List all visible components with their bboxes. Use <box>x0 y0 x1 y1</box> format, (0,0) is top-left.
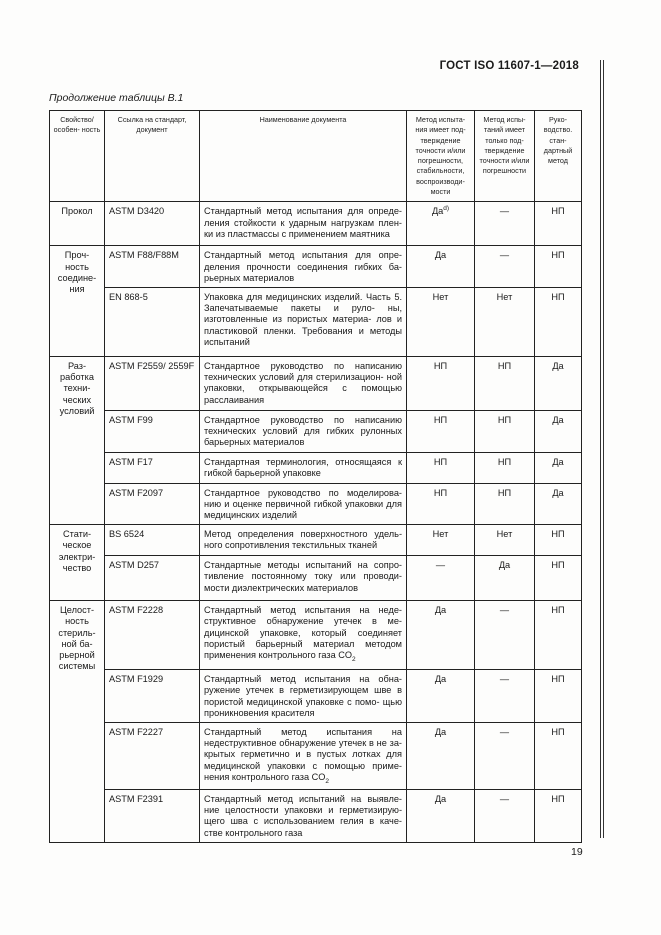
document-name-cell <box>200 410 407 452</box>
reference-cell <box>105 723 200 790</box>
guide-cell <box>535 556 582 601</box>
precision-only-cell-text: Нет <box>496 291 513 302</box>
precision-full-cell <box>407 246 475 288</box>
document-name-cell <box>200 452 407 483</box>
guide-cell-text: НП <box>551 674 565 685</box>
guide-cell <box>535 410 582 452</box>
precision-only-cell <box>475 670 535 723</box>
guide-cell <box>535 452 582 483</box>
precision-full-cell-text: Да <box>431 206 444 217</box>
standard-designation: ГОСТ ISO 11607-1—2018 <box>439 60 579 72</box>
document-name-cell-text: Стандартный метод испытаний на выявле- ние целостности упаковки и герметизирую- щего шва с использованием гелия в каче- стве контрольного газа <box>204 794 402 838</box>
document-name-cell-text: Стандартный метод испытания на недеструктивное обнаружение утечек в не за- крытых герметично и в пустых лотках для медицинской упаковки с помощью приме- нения контрольного газа CO <box>204 727 402 782</box>
reference-cell-text: ASTM F2228 <box>109 605 164 616</box>
precision-only-cell-text: — <box>499 794 510 805</box>
guide-cell <box>535 246 582 288</box>
table-row <box>50 790 582 843</box>
binding-line-1 <box>600 60 601 838</box>
table-row <box>50 452 582 483</box>
document-name-cell-text: Стандартный метод испытания на обна- ружение утечек в герметизирующем шве в пористой медицинской упаковке с помо- щью проникновения красителя <box>204 674 402 718</box>
table-header-row <box>50 111 582 202</box>
reference-cell <box>105 601 200 670</box>
guide-cell-text: НП <box>551 291 565 302</box>
document-name-cell <box>200 246 407 288</box>
reference-cell-text: ASTM F2391 <box>109 794 164 805</box>
table-row <box>50 287 582 356</box>
reference-cell-text: ASTM F2559/ 2559F <box>109 360 195 371</box>
precision-full-cell-text: НП <box>433 456 448 467</box>
table-row <box>50 525 582 556</box>
reference-cell <box>105 356 200 410</box>
precision-only-cell-text: Да <box>498 560 511 571</box>
table-row <box>50 410 582 452</box>
property-cell: Стати- ческое электри- чество <box>50 525 105 601</box>
subscript: 2 <box>352 655 356 663</box>
precision-full-cell <box>407 452 475 483</box>
header-precision-full: Метод испыта- ния имеет под- тверждение точности и/или погрешности, стабильности, воспроизводи- мости <box>407 111 475 202</box>
table-row <box>50 556 582 601</box>
guide-cell <box>535 356 582 410</box>
precision-only-cell <box>475 202 535 246</box>
table-row <box>50 670 582 723</box>
reference-cell <box>105 556 200 601</box>
test-methods-table <box>49 110 582 843</box>
reference-cell <box>105 790 200 843</box>
reference-cell-text: ASTM D3420 <box>109 206 165 217</box>
table-row <box>50 202 582 246</box>
reference-cell-text: EN 868-5 <box>109 291 148 302</box>
precision-full-cell <box>407 601 475 670</box>
header-property: Свойство/ особен- ность <box>50 111 105 202</box>
property-cell: Раз- работка техни- ческих условий <box>50 356 105 524</box>
precision-full-cell <box>407 356 475 410</box>
precision-full-cell-text: Да <box>434 794 447 805</box>
precision-only-cell <box>475 287 535 356</box>
guide-cell-text: Да <box>552 487 564 498</box>
document-name-cell-text: Упаковка для медицинских изделий. Часть 5. Запечатываемые пакеты и руло- ны, изготовленные из пористых материа- лов и пластиковой пленки. Требования и методы испытаний <box>204 291 402 347</box>
precision-full-cell <box>407 525 475 556</box>
guide-cell <box>535 601 582 670</box>
page-number: 19 <box>571 846 583 858</box>
header-guide: Руко- водство. стан- дартный метод <box>535 111 582 202</box>
precision-full-cell-text: Да <box>434 674 447 685</box>
reference-cell <box>105 246 200 288</box>
precision-full-cell <box>407 670 475 723</box>
reference-cell <box>105 452 200 483</box>
precision-only-cell <box>475 525 535 556</box>
reference-cell-text: BS 6524 <box>109 529 145 540</box>
reference-cell <box>105 483 200 525</box>
guide-cell-text: НП <box>551 727 565 738</box>
reference-cell-text: ASTM F2227 <box>109 727 164 738</box>
precision-full-cell-text: НП <box>433 414 448 425</box>
document-name-cell-text: Стандартный метод испытания на неде- структивное обнаружение утечек в ме- дицинской упаковке, который соединяет пористый барьерный материал методом применения контрольного газа CO <box>204 605 402 661</box>
guide-cell <box>535 790 582 843</box>
reference-cell-text: ASTM F2097 <box>109 487 164 498</box>
precision-only-cell <box>475 601 535 670</box>
document-name-cell <box>200 202 407 246</box>
document-name-cell <box>200 525 407 556</box>
precision-only-cell <box>475 356 535 410</box>
property-cell: Целост- ность стериль- ной ба- рьерной системы <box>50 601 105 843</box>
precision-only-cell-text: — <box>499 727 510 738</box>
table-row <box>50 483 582 525</box>
reference-cell-text: ASTM F17 <box>109 456 153 467</box>
header-reference: Ссылка на стандарт, документ <box>105 111 200 202</box>
document-name-cell-text: Стандартное руководство по написанию технических условий для гибких рулонных барьерных материалов <box>204 414 402 448</box>
precision-only-cell-text: Нет <box>496 529 513 540</box>
document-name-cell <box>200 356 407 410</box>
table-row <box>50 246 582 288</box>
document-name-cell-text: Стандартное руководство по написанию технических условий для стерилизацион- ной упаковки, открывающейся с помощью расслаивания <box>204 360 402 405</box>
document-name-cell-text: Метод определения поверхностного удель- ного сопротивления текстильных тканей <box>204 529 402 551</box>
precision-full-cell-text: — <box>435 560 446 571</box>
document-name-cell <box>200 556 407 601</box>
guide-cell <box>535 670 582 723</box>
precision-full-cell <box>407 790 475 843</box>
subscript: 2 <box>325 777 330 785</box>
reference-cell <box>105 287 200 356</box>
reference-cell <box>105 202 200 246</box>
document-name-cell <box>200 483 407 525</box>
reference-cell-text: ASTM F99 <box>109 414 153 425</box>
guide-cell-text: НП <box>551 794 565 805</box>
guide-cell <box>535 483 582 525</box>
precision-full-cell-text: Нет <box>432 291 449 302</box>
precision-only-cell-text: — <box>499 674 510 685</box>
precision-full-cell-text: Да <box>434 727 447 738</box>
table-continuation-caption: Продолжение таблицы В.1 <box>49 92 184 104</box>
reference-cell <box>105 525 200 556</box>
document-name-cell-text: Стандартный метод испытания для опреде- ления стойкости к ударным нагрузкам плен- ки из пластмассы с применением маятника <box>204 206 402 239</box>
document-name-cell-text: Стандартный метод испытания для опре- деления прочности соединения гибких ба- рьерных материалов <box>204 250 402 283</box>
precision-full-cell-text: Нет <box>432 529 449 540</box>
precision-only-cell <box>475 452 535 483</box>
document-name-cell-text: Стандартное руководство по моделирова- нию и оценке первичной гибкой упаковки для медицинских изделий <box>204 487 402 520</box>
precision-only-cell-text: НП <box>497 456 512 467</box>
reference-cell-text: ASTM D257 <box>109 560 160 571</box>
table-row <box>50 601 582 670</box>
guide-cell-text: Да <box>552 456 564 467</box>
table-row <box>50 356 582 410</box>
precision-only-cell <box>475 410 535 452</box>
document-name-cell <box>200 287 407 356</box>
reference-cell-text: ASTM F88/F88M <box>109 250 179 261</box>
guide-cell <box>535 525 582 556</box>
guide-cell-text: НП <box>551 250 565 261</box>
precision-full-cell-text: НП <box>433 487 448 498</box>
precision-only-cell-text: НП <box>497 414 512 425</box>
precision-only-cell-text: НП <box>497 487 512 498</box>
precision-only-cell <box>475 556 535 601</box>
precision-only-cell <box>475 246 535 288</box>
table-row <box>50 723 582 790</box>
reference-cell <box>105 410 200 452</box>
guide-cell-text: НП <box>551 560 565 571</box>
precision-only-cell-text: — <box>499 206 510 217</box>
precision-only-cell-text: — <box>499 250 510 261</box>
guide-cell-text: Да <box>552 360 564 371</box>
precision-full-cell <box>407 723 475 790</box>
document-name-cell-text: Стандартные методы испытаний на сопро- тивление постоянному току или проводи- мости диэлектрических материалов <box>204 560 402 593</box>
precision-only-cell-text: — <box>499 605 510 616</box>
binding-line-2 <box>603 60 604 838</box>
guide-cell-text: НП <box>551 605 565 616</box>
document-name-cell-text: Стандартная терминология, относящаяся к гибкой барьерной упаковке <box>204 456 402 478</box>
footnote-marker: d) <box>443 205 450 213</box>
guide-cell <box>535 287 582 356</box>
precision-full-cell-text: Да <box>434 250 447 261</box>
guide-cell-text: НП <box>551 206 565 217</box>
header-precision-only: Метод испы- таний имеет только под- тверждение точности и/или погрешности <box>475 111 535 202</box>
precision-full-cell <box>407 202 475 246</box>
document-name-cell <box>200 670 407 723</box>
guide-cell-text: НП <box>551 529 565 540</box>
property-cell: Прокол <box>50 202 105 246</box>
precision-full-cell <box>407 287 475 356</box>
guide-cell <box>535 723 582 790</box>
precision-full-cell <box>407 410 475 452</box>
precision-full-cell-text: НП <box>433 360 448 371</box>
reference-cell-text: ASTM F1929 <box>109 674 164 685</box>
document-name-cell <box>200 723 407 790</box>
precision-only-cell <box>475 723 535 790</box>
precision-full-cell-text: Да <box>434 605 447 616</box>
precision-full-cell <box>407 556 475 601</box>
guide-cell-text: Да <box>552 414 564 425</box>
document-name-cell <box>200 601 407 670</box>
precision-only-cell <box>475 790 535 843</box>
precision-full-cell <box>407 483 475 525</box>
header-document-name: Наименование документа <box>200 111 407 202</box>
document-name-cell <box>200 790 407 843</box>
precision-only-cell <box>475 483 535 525</box>
precision-only-cell-text: НП <box>497 360 512 371</box>
reference-cell <box>105 670 200 723</box>
guide-cell <box>535 202 582 246</box>
property-cell: Проч- ность соедине- ния <box>50 246 105 357</box>
